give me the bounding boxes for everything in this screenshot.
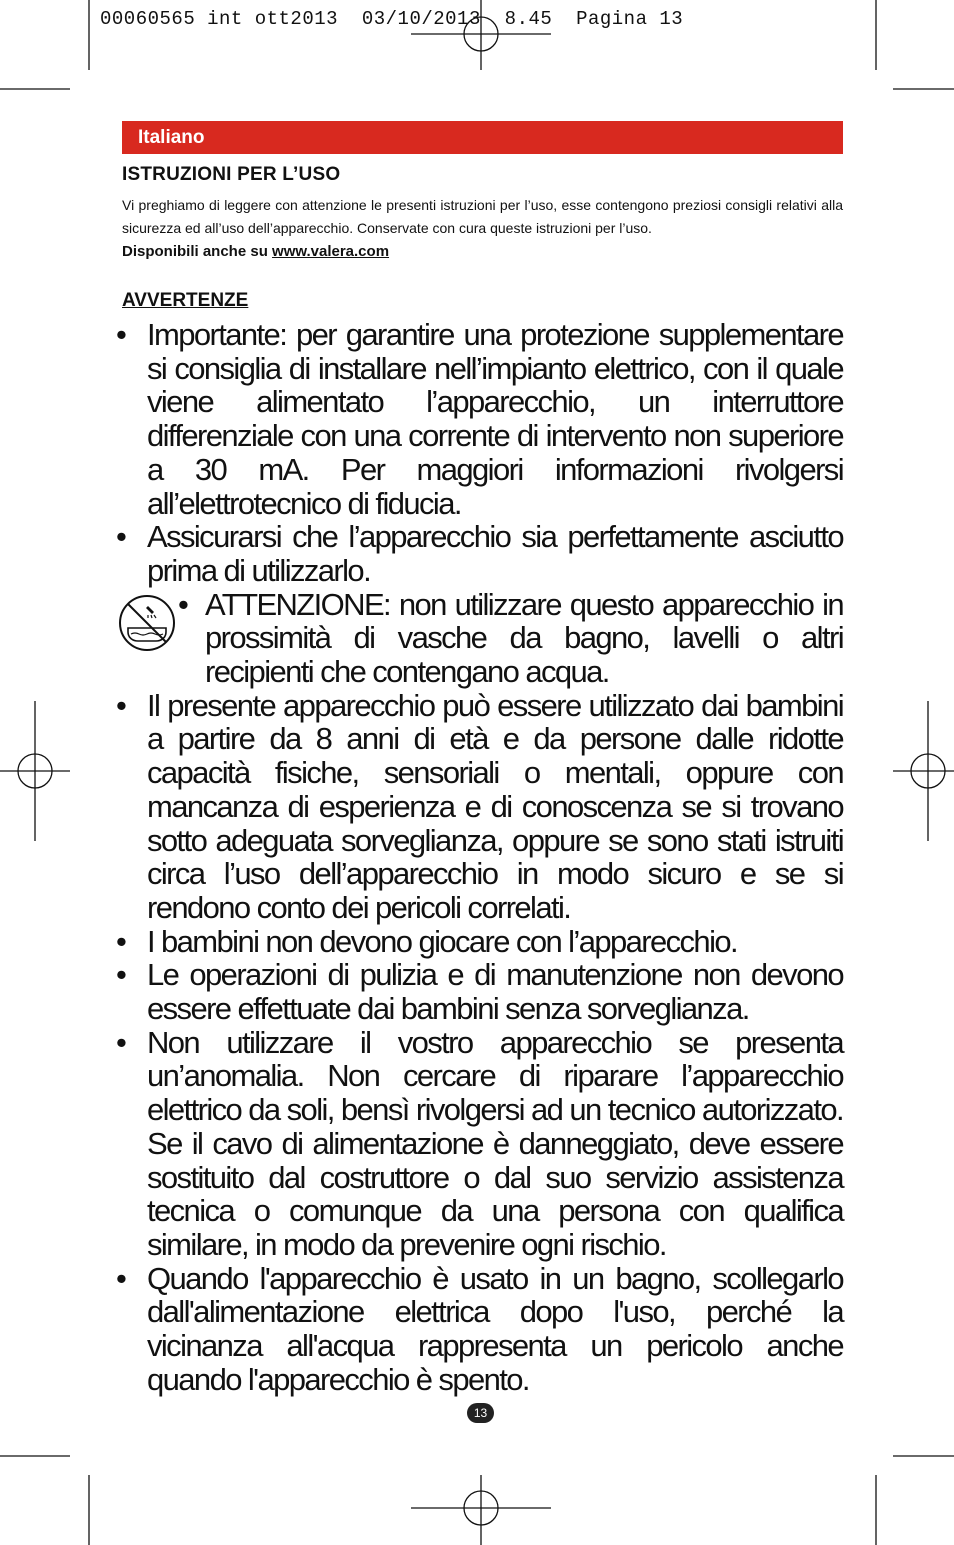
bullet: • — [116, 317, 127, 352]
warnings-list — [116, 318, 843, 1397]
registration-mark-right — [893, 701, 954, 841]
availability-prefix: Disponibili anche su — [122, 243, 273, 260]
bullet: • — [116, 519, 127, 555]
warnings-title: AVVERTENZE — [122, 290, 249, 311]
bullet: • — [116, 923, 127, 959]
warning-item — [116, 1026, 843, 1262]
warning-item-attention — [116, 588, 843, 689]
warning-text: Assicurarsi che l’apparecchio sia perfettamente asciutto prima di utilizzarlo. — [147, 519, 843, 588]
registration-mark-left — [0, 701, 70, 841]
registration-mark-bottom — [411, 1475, 551, 1545]
warning-item — [116, 318, 843, 520]
bullet: • — [116, 957, 127, 993]
warning-item — [116, 1262, 843, 1397]
warning-item — [116, 520, 843, 587]
bullet: • — [116, 687, 127, 723]
warning-text: I bambini non devono giocare con l’apparecchio. — [147, 923, 738, 959]
warning-text: ATTENZIONE: non utilizzare questo apparecchio in prossimità di vasche da bagno, lavelli o altri recipienti che contengano acqua. — [205, 586, 843, 690]
availability-line — [122, 243, 389, 260]
warning-text: Non utilizzare il vostro apparecchio se presenta un’anomalia. Non cercare di riparare l’apparecchio elettrico da soli, bensì rivolgersi ad un tecnico autorizzato. Se il cavo di alimentazione è danneggiato, deve essere sostituito dal costruttore o dal suo servizio assistenza tecnica o comunque da una persona con qualifica similare, in modo da prevenire ogni rischio. — [147, 1024, 843, 1262]
bullet: • — [116, 1260, 127, 1296]
instructions-title: ISTRUZIONI PER L’USO — [122, 164, 341, 185]
language-banner — [122, 121, 843, 154]
website-link[interactable]: www.valera.com — [272, 243, 390, 260]
intro-paragraph: Vi preghiamo di leggere con attenzione le presenti istruzioni per l’uso, esse contengono preziosi consigli relativi alla sicurezza ed all’uso dell’apparecchio. Conservate con cura queste istruzioni per l’uso. — [122, 197, 843, 236]
print-slug: 00060565 int ott2013 03/10/2013 8.45 Pagina 13 — [100, 8, 684, 30]
warning-item — [116, 689, 843, 925]
warning-text: Importante: per garantire una protezione supplementare si consiglia di installare nell’impianto elettrico, con il quale viene alimentato l’apparecchio, un interruttore differenziale con una corrente di intervento non superiore a 30 mA. Per maggiori informazioni rivolgersi all’elettrotecnico di fiducia. — [147, 317, 843, 521]
registration-mark-top — [411, 0, 551, 70]
warning-text: Quando l'apparecchio è usato in un bagno, scollegarlo dall'alimentazione elettrica dopo l'uso, perché la vicinanza all'acqua rappresenta un pericolo anche quando l'apparecchio è spento. — [147, 1260, 843, 1397]
bullet: • — [116, 1024, 127, 1060]
no-water-bath-icon — [118, 594, 176, 652]
warning-text: Le operazioni di pulizia e di manutenzione non devono essere effettuate dai bambini senza sorveglianza. — [147, 957, 843, 1027]
warning-item — [116, 958, 843, 1025]
warning-text: Il presente apparecchio può essere utilizzato dai bambini a partire da 8 anni di età e da persone dalle ridotte capacità fisiche, sensoriali o mentali, oppure con mancanza di esperienza e di conoscenza se si trovano sotto adeguata sorveglianza, oppure se sono stati istruiti circa l’uso dell’apparecchio in modo sicuro e se si rendono conto dei pericoli correlati. — [147, 687, 843, 925]
page-number: 13 — [467, 1403, 494, 1423]
bullet: • — [178, 586, 189, 622]
warning-item — [116, 925, 843, 959]
language-label: Italiano — [138, 127, 205, 148]
